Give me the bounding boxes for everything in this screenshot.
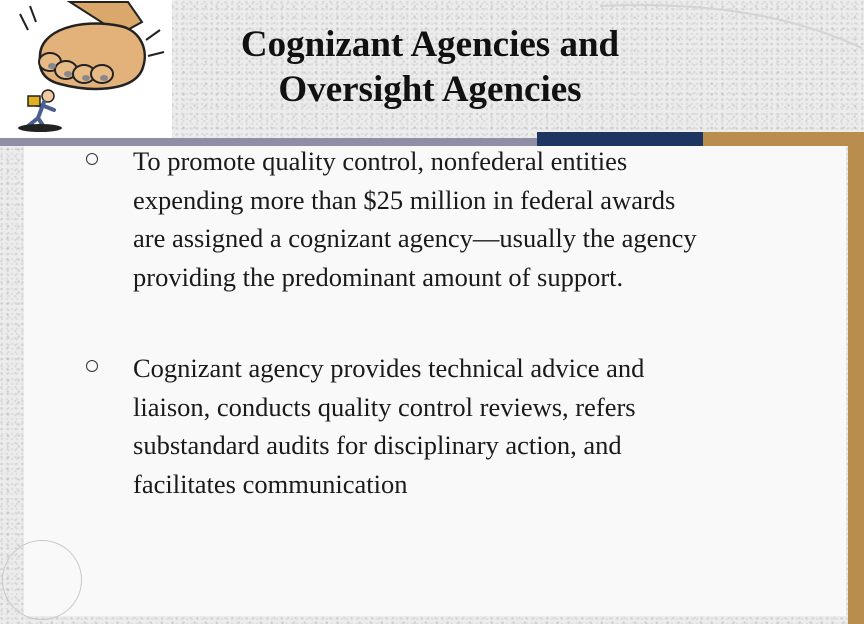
slide-title: [180, 22, 680, 112]
bullet-item-2: [86, 349, 836, 503]
bullet-2-line-2: liaison, conducts quality control reviews, refers: [133, 391, 636, 422]
clipart-logo: [0, 0, 172, 138]
bullet-2-line-4: facilitates communication: [133, 468, 408, 499]
bullet-1-line-2: expending more than $25 million in federal awards: [133, 184, 676, 215]
decorative-circle: [2, 540, 82, 620]
bullet-1-line-1: To promote quality control, nonfederal entities: [133, 146, 628, 176]
bullet-item-1: [86, 142, 836, 296]
slide-body: [24, 146, 846, 616]
bullet-2-line-3: substandard audits for disciplinary action, and: [133, 430, 622, 460]
slide-title-line-1: Cognizant Agencies and: [240, 24, 620, 65]
bullet-1-line-3: are assigned a cognizant agency—usually the agency: [133, 223, 697, 253]
bullet-circle-icon: [86, 153, 98, 165]
bullet-circle-icon: [86, 360, 98, 372]
bullet-2-line-1: Cognizant agency provides technical advice and: [133, 353, 645, 383]
bullet-1-line-4: providing the predominant amount of support.: [133, 261, 624, 292]
slide-title-line-2: Oversight Agencies: [278, 69, 582, 110]
right-border-tan: [848, 132, 864, 624]
giant-foot-icon: [0, 0, 172, 138]
